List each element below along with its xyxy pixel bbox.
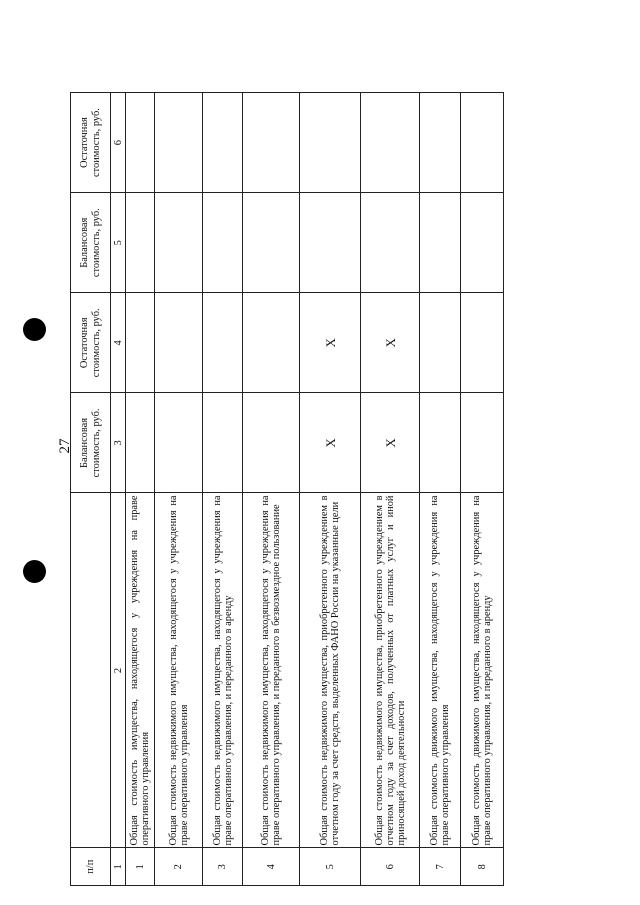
column-number-row (111, 93, 126, 886)
balance-value-2-cell (126, 193, 155, 293)
balance-value-2-cell (420, 193, 461, 293)
residual-value-1-cell (461, 293, 504, 393)
table-row (300, 93, 361, 886)
header-balance-value-1: Балансовая стоимость, руб. (71, 393, 111, 493)
row-number: 8 (461, 848, 504, 886)
row-number: 4 (243, 848, 300, 886)
punch-hole-bottom (23, 560, 46, 583)
balance-value-2-cell (243, 193, 300, 293)
row-number: 6 (361, 848, 420, 886)
balance-value-1-cell (155, 393, 203, 493)
balance-value-2-cell (461, 193, 504, 293)
residual-value-1-cell (203, 293, 243, 393)
row-number: 3 (203, 848, 243, 886)
row-number: 5 (300, 848, 361, 886)
row-description: Общая стоимость недвижимого имущества, находящегося у учреждения на праве оперативного управления, и переданного в аренду (203, 493, 243, 848)
row-description: Общая стоимость недвижимого имущества, находящегося у учреждения на праве оперативного управления (155, 493, 203, 848)
residual-value-2-cell (461, 93, 504, 193)
column-number: 2 (111, 493, 126, 848)
residual-value-2-cell (243, 93, 300, 193)
row-number: 2 (155, 848, 203, 886)
property-value-table-wrapper (70, 92, 492, 886)
balance-value-2-cell (361, 193, 420, 293)
balance-value-1-cell (203, 393, 243, 493)
table-row (461, 93, 504, 886)
residual-value-2-cell (203, 93, 243, 193)
column-number: 1 (111, 848, 126, 886)
column-number: 3 (111, 393, 126, 493)
residual-value-2-cell (420, 93, 461, 193)
column-number: 6 (111, 93, 126, 193)
residual-value-1-cell (243, 293, 300, 393)
table-row (243, 93, 300, 886)
row-description: Общая стоимость имущества, находящегося у учреждения на праве оперативного управления (126, 493, 155, 848)
row-number: 1 (126, 848, 155, 886)
row-description: Общая стоимость недвижимого имущества, находящегося у учреждения на праве оперативного управления, и переданного в безвозмездное пользование (243, 493, 300, 848)
balance-value-1-cell: X (300, 393, 361, 493)
table-row (126, 93, 155, 886)
residual-value-2-cell (126, 93, 155, 193)
row-description: Общая стоимость движимого имущества, находящегося у учреждения на праве оперативного управления, и переданного в аренду (461, 493, 504, 848)
table-row (361, 93, 420, 886)
residual-value-1-cell (155, 293, 203, 393)
residual-value-2-cell (155, 93, 203, 193)
punch-hole-top (23, 318, 46, 341)
header-description (71, 493, 111, 848)
residual-value-2-cell (300, 93, 361, 193)
residual-value-1-cell: X (361, 293, 420, 393)
column-number: 5 (111, 193, 126, 293)
balance-value-1-cell (461, 393, 504, 493)
header-residual-value-1: Остаточная стоимость, руб. (71, 293, 111, 393)
table-header-row (71, 93, 111, 886)
table-row (203, 93, 243, 886)
table-row (420, 93, 461, 886)
balance-value-1-cell (126, 393, 155, 493)
residual-value-2-cell (361, 93, 420, 193)
balance-value-1-cell: X (361, 393, 420, 493)
row-description: Общая стоимость недвижимого имущества, приобретенного учреждением в отчетном году за счет доходов, полученных от платных услуг и иной приносящей доход деятельности (361, 493, 420, 848)
header-balance-value-2: Балансовая стоимость, руб. (71, 193, 111, 293)
balance-value-1-cell (420, 393, 461, 493)
residual-value-1-cell: X (300, 293, 361, 393)
balance-value-1-cell (243, 393, 300, 493)
residual-value-1-cell (126, 293, 155, 393)
property-value-table (70, 92, 504, 886)
row-description: Общая стоимость движимого имущества, находящегося у учреждения на праве оперативного управления (420, 493, 461, 848)
row-number: 7 (420, 848, 461, 886)
balance-value-2-cell (155, 193, 203, 293)
row-description: Общая стоимость недвижимого имущества, приобретенного учреждением в отчетном году за счет средств, выделенных ФАНО России на указанные цели (300, 493, 361, 848)
balance-value-2-cell (300, 193, 361, 293)
header-item-number: п/п (71, 848, 111, 886)
column-number: 4 (111, 293, 126, 393)
header-residual-value-2: Остаточная стоимость, руб. (71, 93, 111, 193)
balance-value-2-cell (203, 193, 243, 293)
table-row (155, 93, 203, 886)
page-number: 27 (57, 438, 73, 454)
residual-value-1-cell (420, 293, 461, 393)
